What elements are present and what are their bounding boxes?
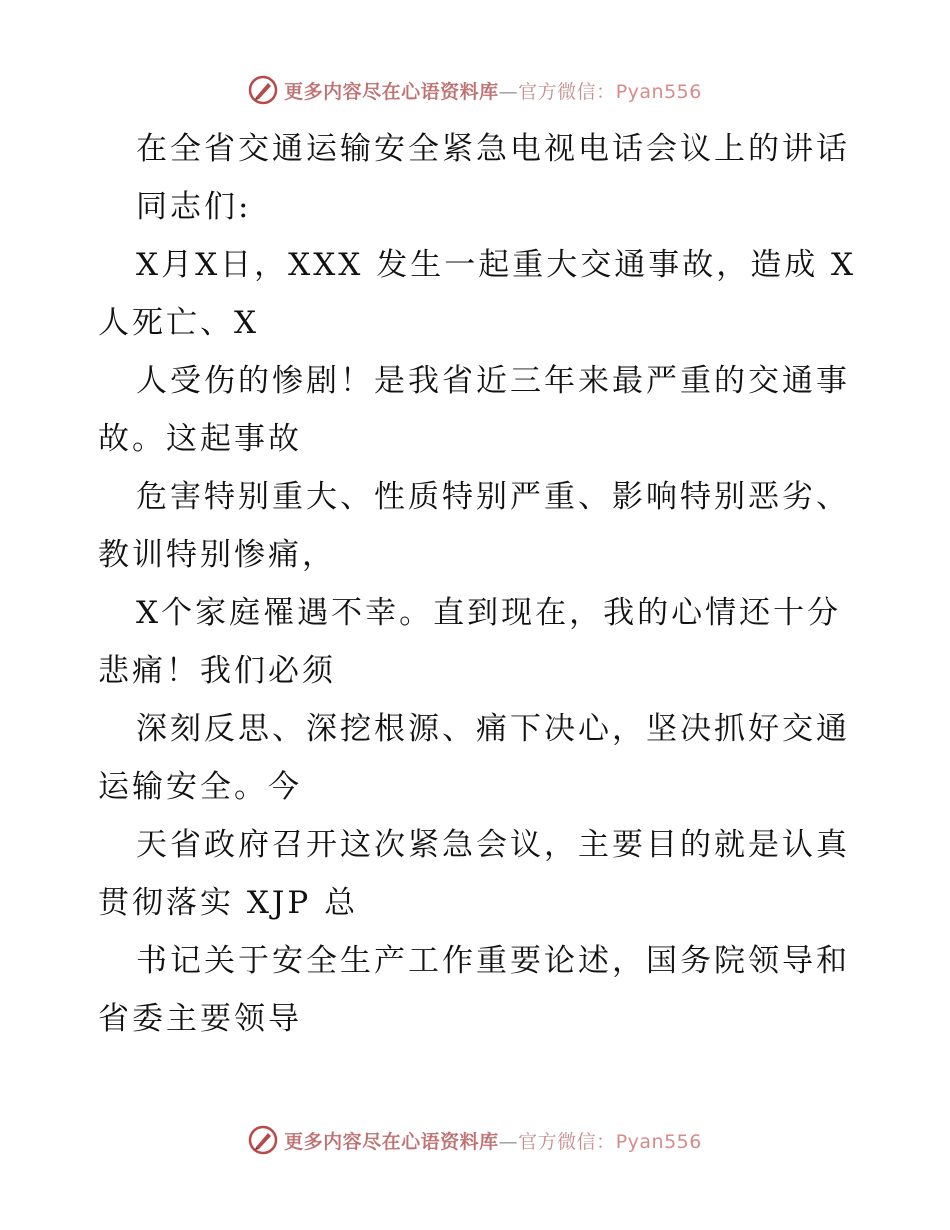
paragraph: 危害特别重大、性质特别严重、影响特别恶劣、教训特别惨痛，: [98, 479, 850, 573]
footer-watermark: [0, 1120, 950, 1160]
paragraph: 同志们:: [136, 189, 252, 225]
paragraph: 书记关于安全生产工作重要论述，国务院领导和省委主要领导: [98, 943, 850, 1037]
paragraph: X个家庭罹遇不幸。直到现在，我的心情还十分悲痛！我们必须: [98, 595, 842, 689]
watermark-wechat-label: 官方微信：: [518, 1130, 616, 1153]
watermark-wechat-id: Pyan556: [615, 80, 702, 103]
pen-logo-icon: [248, 75, 278, 105]
paragraph: X月X日，XXX 发生一起重大交通事故，造成 X 人死亡、X: [98, 247, 857, 341]
watermark-text: [284, 77, 702, 104]
watermark-wechat-label: 官方微信：: [518, 80, 616, 103]
watermark-brand: 更多内容尽在心语资料库: [284, 1130, 499, 1153]
watermark-text: [284, 1127, 702, 1154]
pen-logo-icon: [248, 1125, 278, 1155]
watermark-separator: —: [498, 80, 519, 103]
paragraph: 天省政府召开这次紧急会议，主要目的就是认真贯彻落实 XJP 总: [98, 827, 850, 921]
watermark-wechat-id: Pyan556: [615, 1130, 702, 1153]
watermark-brand: 更多内容尽在心语资料库: [284, 80, 499, 103]
header-watermark: [0, 70, 950, 110]
watermark-separator: —: [498, 1130, 519, 1153]
paragraph: 深刻反思、深挖根源、痛下决心，坚决抓好交通运输安全。今: [98, 711, 850, 805]
document-body: [98, 120, 858, 1048]
document-title: 在全省交通运输安全紧急电视电话会议上的讲话: [136, 131, 850, 167]
paragraph: 人受伤的惨剧！是我省近三年来最严重的交通事故。这起事故: [98, 363, 850, 457]
